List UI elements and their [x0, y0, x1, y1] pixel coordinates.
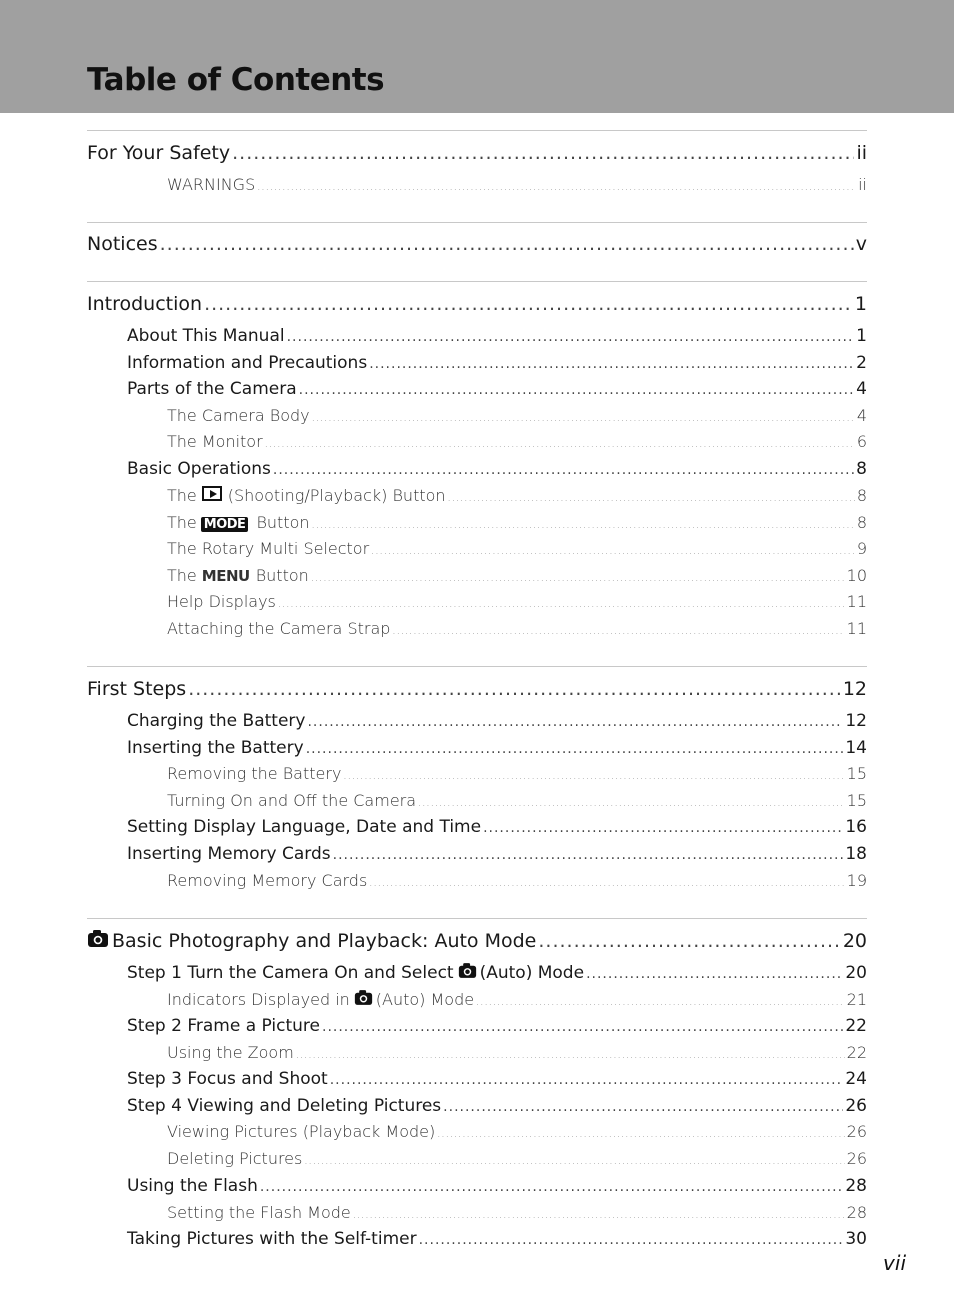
toc-entry-removing-battery[interactable] — [167, 764, 867, 783]
entry-title: Using the Zoom — [167, 1043, 294, 1062]
entry-title: Using the Flash — [127, 1176, 258, 1196]
entry-page: 15 — [846, 791, 867, 810]
entry-title: Step 2 Frame a Picture — [127, 1016, 320, 1036]
entry-title-post: (Auto) Mode — [375, 990, 475, 1009]
entry-title: Deleting Pictures — [167, 1149, 303, 1168]
entry-title: The Monitor — [167, 432, 263, 451]
entry-page: 1 — [856, 326, 867, 346]
page-number: vii — [883, 1251, 906, 1275]
entry-page: 12 — [845, 711, 867, 731]
entry-title-pre: The — [167, 566, 197, 585]
entry-page: 14 — [845, 738, 867, 758]
entry-title: Step 3 Focus and Shoot — [127, 1069, 328, 1089]
camera-icon — [458, 962, 475, 978]
toc-entry-turning-on-off[interactable] — [167, 791, 867, 810]
entry-title-post: Button — [255, 566, 309, 585]
section-divider — [87, 222, 867, 223]
toc-entry-flash-mode[interactable] — [167, 1203, 867, 1222]
entry-page: 12 — [842, 678, 867, 700]
toc-entry-rotary-selector[interactable] — [167, 539, 867, 558]
toc-entry-safety[interactable] — [87, 142, 867, 164]
toc-entry-step2[interactable] — [127, 1016, 867, 1036]
entry-page: 10 — [846, 566, 867, 585]
entry-page: 8 — [856, 486, 867, 505]
toc-entry-camera-strap[interactable] — [167, 619, 867, 638]
entry-page: 21 — [846, 990, 867, 1009]
entry-page: 28 — [846, 1203, 867, 1222]
entry-page: 2 — [856, 353, 867, 373]
camera-icon — [87, 929, 107, 947]
entry-title: Introduction — [87, 293, 203, 315]
entry-page: 26 — [846, 1149, 867, 1168]
entry-title: For Your Safety — [87, 142, 231, 164]
entry-title: Step 4 Viewing and Deleting Pictures — [127, 1096, 442, 1116]
toc-entry-menu-button[interactable] — [167, 566, 867, 585]
entry-title: Viewing Pictures (Playback Mode) — [167, 1122, 436, 1141]
page-title: Table of Contents — [87, 62, 385, 98]
entry-title: Help Displays — [167, 592, 276, 611]
menu-button-icon: MENU — [201, 567, 250, 585]
toc-entry-parts-camera[interactable] — [127, 379, 867, 399]
entry-page: 8 — [856, 513, 867, 532]
entry-title: The Camera Body — [167, 406, 310, 425]
entry-title-post: (Shooting/Playback) Button — [227, 486, 446, 505]
entry-title: Removing the Battery — [167, 764, 342, 783]
entry-title-pre: Indicators Displayed in — [167, 990, 350, 1009]
playback-icon — [202, 486, 222, 501]
entry-title: Inserting Memory Cards — [127, 844, 331, 864]
toc-entry-zoom[interactable] — [167, 1043, 867, 1062]
section-divider — [87, 918, 867, 919]
entry-page: 16 — [845, 817, 867, 837]
toc-entry-monitor[interactable] — [167, 432, 867, 451]
toc-entry-camera-body[interactable] — [167, 406, 867, 425]
toc-entry-introduction[interactable] — [87, 293, 867, 315]
entry-title-pre: The — [167, 513, 197, 532]
toc-entry-mode-button[interactable] — [167, 513, 867, 532]
entry-page: 18 — [845, 844, 867, 864]
entry-title: First Steps — [87, 678, 187, 700]
toc-entry-removing-cards[interactable] — [167, 871, 867, 890]
entry-page: 11 — [846, 619, 867, 638]
entry-title: Attaching the Camera Strap — [167, 619, 391, 638]
entry-page: 22 — [846, 1043, 867, 1062]
toc-entry-deleting-pictures[interactable] — [167, 1149, 867, 1168]
toc-entry-step3[interactable] — [127, 1069, 867, 1089]
toc-entry-viewing-pictures[interactable] — [167, 1122, 867, 1141]
entry-title: Basic Operations — [127, 459, 271, 479]
entry-title: Setting the Flash Mode — [167, 1203, 351, 1222]
toc-entry-playback-button[interactable] — [167, 486, 867, 505]
toc-entry-basic-operations[interactable] — [127, 459, 867, 479]
toc-entry-warnings[interactable] — [167, 175, 867, 194]
entry-page: 15 — [846, 764, 867, 783]
toc-entry-inserting-cards[interactable] — [127, 844, 867, 864]
toc-entry-display-language[interactable] — [127, 817, 867, 837]
entry-page: 1 — [854, 293, 867, 315]
entry-page: 20 — [845, 963, 867, 983]
entry-page: 26 — [845, 1096, 867, 1116]
entry-title: Removing Memory Cards — [167, 871, 368, 890]
toc-entry-help-displays[interactable] — [167, 592, 867, 611]
entry-title: Turning On and Off the Camera — [167, 791, 417, 810]
camera-icon — [354, 989, 371, 1005]
entry-page: 11 — [846, 592, 867, 611]
entry-page: 30 — [845, 1229, 867, 1249]
toc-entry-using-flash[interactable] — [127, 1176, 867, 1196]
toc-entry-info-precautions[interactable] — [127, 353, 867, 373]
toc-entry-step4[interactable] — [127, 1096, 867, 1116]
toc-entry-step1[interactable] — [127, 962, 867, 983]
entry-page: 9 — [856, 539, 867, 558]
entry-page: ii — [858, 175, 867, 194]
section-divider — [87, 130, 867, 131]
entry-page: 20 — [842, 930, 867, 952]
entry-page: 28 — [845, 1176, 867, 1196]
entry-title-post: Button — [256, 513, 310, 532]
entry-page: 4 — [856, 406, 867, 425]
entry-page: 26 — [846, 1122, 867, 1141]
entry-page: v — [855, 233, 867, 255]
entry-title: Information and Precautions — [127, 353, 368, 373]
section-divider — [87, 666, 867, 667]
entry-title: WARNINGS — [167, 175, 256, 194]
entry-title-pre: The — [167, 486, 197, 505]
entry-title: About This Manual — [127, 326, 285, 346]
mode-button-icon: MODE — [201, 517, 249, 532]
entry-page: 4 — [856, 379, 867, 399]
entry-page: 6 — [856, 432, 867, 451]
entry-title: Charging the Battery — [127, 711, 306, 731]
toc-entry-indicators[interactable] — [167, 989, 867, 1009]
entry-title-post: (Auto) Mode — [479, 963, 585, 983]
toc-entry-inserting-battery[interactable] — [127, 738, 867, 758]
entry-title: Taking Pictures with the Self-timer — [127, 1229, 417, 1249]
entry-title: The Rotary Multi Selector — [167, 539, 370, 558]
entry-title: Inserting the Battery — [127, 738, 304, 758]
toc-entry-auto-mode[interactable] — [87, 929, 867, 952]
toc-entry-charging-battery[interactable] — [127, 711, 867, 731]
toc-entry-about-manual[interactable] — [127, 326, 867, 346]
section-divider — [87, 281, 867, 282]
toc-entry-self-timer[interactable] — [127, 1229, 867, 1249]
toc-entry-first-steps[interactable] — [87, 678, 867, 700]
entry-title: Basic Photography and Playback: Auto Mode — [112, 930, 537, 952]
entry-title: Setting Display Language, Date and Time — [127, 817, 482, 837]
entry-page: 22 — [845, 1016, 867, 1036]
toc-entry-notices[interactable] — [87, 233, 867, 255]
entry-title: Parts of the Camera — [127, 379, 297, 399]
entry-page: ii — [856, 142, 867, 164]
entry-page: 8 — [856, 459, 867, 479]
entry-title: Notices — [87, 233, 158, 255]
entry-page: 19 — [846, 871, 867, 890]
entry-title-pre: Step 1 Turn the Camera On and Select — [127, 963, 454, 983]
entry-page: 24 — [845, 1069, 867, 1089]
